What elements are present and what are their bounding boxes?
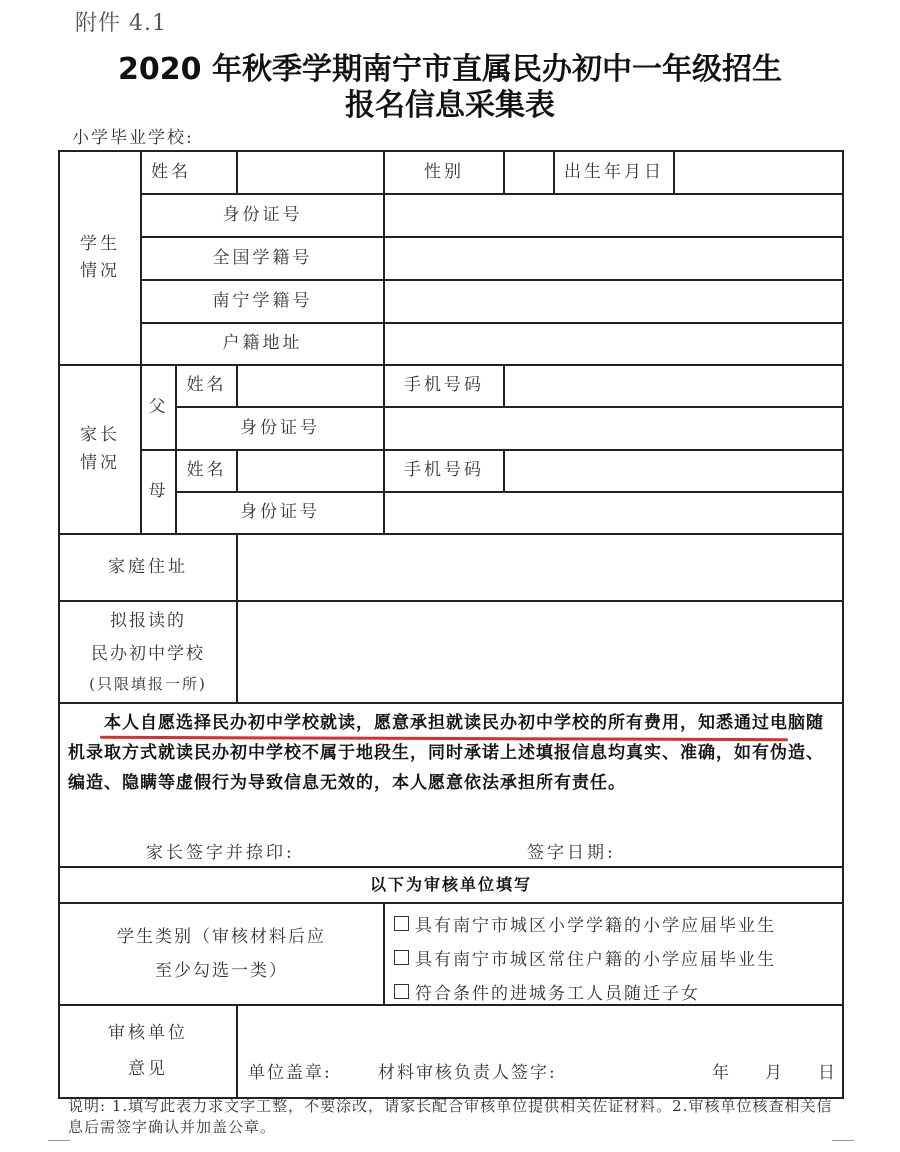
- mother-label: 母: [148, 481, 169, 502]
- mother-name-field[interactable]: [238, 451, 383, 491]
- household-address-label: 户籍地址: [222, 333, 303, 354]
- category-option-3[interactable]: [394, 979, 700, 1004]
- parent-declaration: [68, 708, 836, 798]
- nanning-student-id-field[interactable]: [385, 281, 842, 322]
- student-birth-field[interactable]: [675, 152, 842, 193]
- intended-school-label: [60, 602, 236, 702]
- student-birth-label: 出生年月日: [564, 161, 664, 182]
- category-option-2[interactable]: [394, 945, 776, 970]
- father-name-label: 姓名: [186, 375, 227, 396]
- category-option-1[interactable]: [394, 911, 776, 936]
- student-section-label: [60, 152, 140, 364]
- form-footnote: 说明: 1.填写此表力求文字工整，不要涂改，请家长配合审核单位提供相关佐证材料。2.审核单位核查相关信息后需签字确认并加盖公章。: [68, 1097, 833, 1136]
- checkbox-icon[interactable]: [394, 916, 409, 931]
- category-option-2-label: 具有南宁市城区常住户籍的小学应届毕业生: [415, 950, 776, 970]
- mother-name-label: 姓名: [186, 460, 227, 481]
- student-id-label: 身份证号: [222, 204, 303, 225]
- father-id-field[interactable]: [385, 408, 842, 449]
- mother-id-label: 身份证号: [240, 502, 320, 523]
- col-line: [236, 1004, 238, 1099]
- review-day-label: 日: [818, 1063, 835, 1083]
- household-address-field[interactable]: [385, 324, 842, 364]
- mother-phone-field[interactable]: [505, 451, 842, 491]
- form-title-line2: 报名信息采集表: [345, 88, 555, 123]
- intended-school-field[interactable]: [238, 602, 842, 702]
- home-address-label: 家庭住址: [108, 556, 188, 577]
- father-name-field[interactable]: [238, 366, 383, 406]
- mother-phone-label: 手机号码: [404, 460, 484, 481]
- declaration-emphasis: 本人自愿选择民办初中学校就读，愿意承担就读民办初中学校的所有费用: [104, 713, 680, 733]
- father-label: 父: [148, 396, 169, 417]
- student-id-field[interactable]: [385, 195, 842, 236]
- review-opinion-label: [60, 1006, 236, 1097]
- primary-school-label: 小学毕业学校:: [72, 128, 194, 148]
- home-address-field[interactable]: [238, 535, 842, 600]
- table-border-right: [842, 150, 844, 1099]
- unit-seal-label: 单位盖章:: [248, 1063, 332, 1083]
- page-corner-mark: [832, 1140, 854, 1141]
- checkbox-icon[interactable]: [394, 950, 409, 965]
- review-section-header: 以下为审核单位填写: [369, 875, 532, 895]
- category-option-1-label: 具有南宁市城区小学学籍的小学应届毕业生: [415, 916, 776, 936]
- col-line: [383, 902, 385, 1006]
- nanning-student-id-label: 南宁学籍号: [212, 290, 313, 311]
- intended-school-line3: (只限填报一所): [89, 675, 207, 694]
- student-name-label: 姓名: [151, 161, 191, 182]
- review-month-label: 月: [765, 1063, 782, 1083]
- national-student-id-field[interactable]: [385, 238, 842, 279]
- category-option-3-label: 符合条件的进城务工人员随迁子女: [415, 984, 700, 1004]
- review-opinion-text: 审核单位 意见: [108, 1022, 188, 1079]
- parent-signature-label: 家长签字并捺印:: [146, 843, 295, 863]
- national-student-id-label: 全国学籍号: [212, 247, 313, 268]
- parent-section-text: 家长 情况: [80, 425, 120, 473]
- signature-date-label: 签字日期:: [527, 843, 616, 863]
- intended-school-line1: 拟报读的: [110, 611, 186, 632]
- student-name-field[interactable]: [238, 152, 383, 193]
- declaration-text: ，知悉通过电脑随机录取方式就读民办初中学校不属于地段生，同时承诺上述填报信息均真实、准确，如有伪造、编造、隐瞒等虚假行为导致信息无效的，本人愿意依法承担所有责任。: [68, 713, 824, 793]
- parent-section-label: [60, 366, 140, 533]
- student-gender-field[interactable]: [505, 152, 553, 193]
- father-id-label: 身份证号: [240, 417, 320, 438]
- form-title-line1: 2020 年秋季学期南宁市直属民办初中一年级招生: [118, 52, 782, 87]
- intended-school-line2: 民办初中学校: [91, 643, 205, 664]
- father-phone-field[interactable]: [505, 366, 842, 406]
- student-gender-label: 性别: [424, 161, 464, 182]
- row-line: [58, 702, 844, 704]
- student-category-label: [60, 904, 383, 1004]
- father-phone-label: 手机号码: [404, 375, 484, 396]
- attachment-label: 附件 4.1: [75, 11, 167, 36]
- mother-id-field[interactable]: [385, 493, 842, 533]
- reviewer-signature-label: 材料审核负责人签字:: [378, 1063, 557, 1083]
- checkbox-icon[interactable]: [394, 984, 409, 999]
- student-section-text: 学生 情况: [80, 233, 120, 281]
- student-category-text: 学生类别（审核材料后应 至少勾选一类）: [117, 927, 326, 981]
- review-year-label: 年: [712, 1063, 729, 1083]
- page-corner-mark: [48, 1140, 70, 1141]
